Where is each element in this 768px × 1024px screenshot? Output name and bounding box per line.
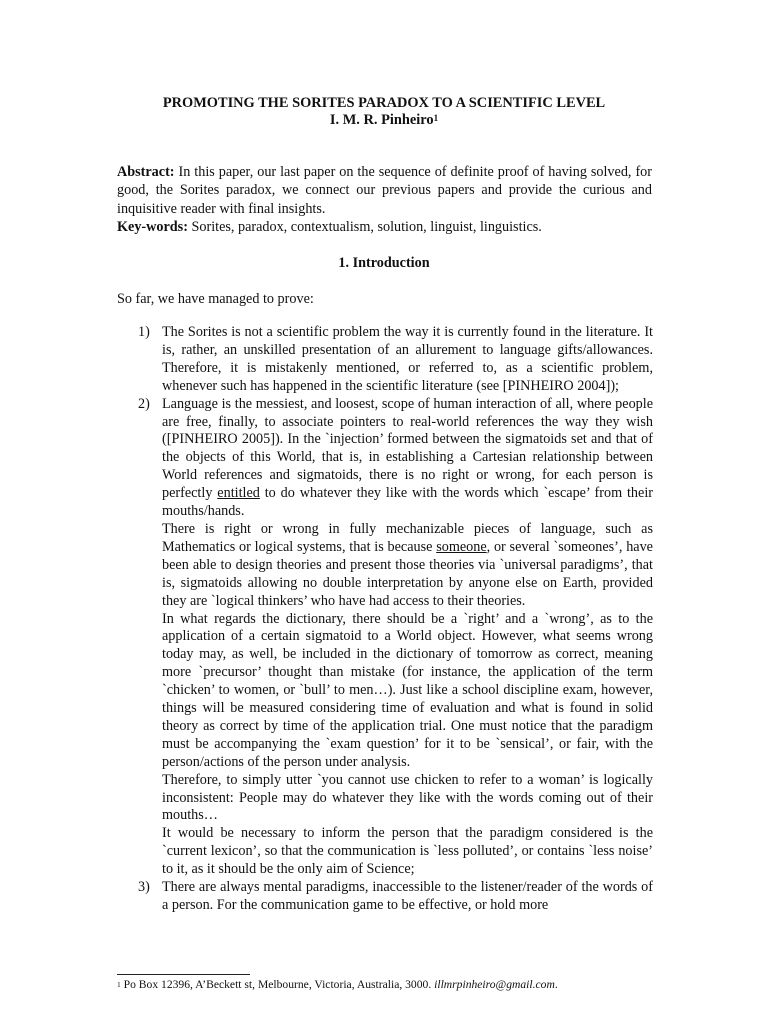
section-heading-introduction: 1. Introduction (338, 255, 430, 271)
numbered-list (0, 324, 768, 915)
list-item (0, 396, 768, 879)
list-item-number: 3) (138, 879, 150, 896)
paragraph-text: to do whatever they like with the words which `escape’ from their mouths/hands. (162, 485, 653, 520)
author-line (0, 111, 768, 129)
keywords-label: Key-words: (117, 219, 188, 235)
list-item-number: 2) (138, 395, 150, 412)
keywords (117, 218, 652, 236)
footnote (117, 978, 677, 992)
abstract (117, 163, 652, 218)
keywords-text: Sorites, paradox, contextualism, solution, linguist, linguistics. (187, 219, 542, 235)
list-item-text: There are always mental paradigms, inaccessible to the listener/reader of the words of a person. For the communication game to be effective, or hold more (162, 879, 653, 913)
list-item (0, 324, 768, 396)
underlined-word: someone (436, 538, 487, 555)
intro-sentence: So far, we have managed to prove: (117, 291, 314, 307)
list-item-paragraph: In what regards the dictionary, there should be a `right’ and a `wrong’, as to the application of a certain sigmatoid to a World object. However, what seems wrong today may, as well, be included in the dictionary of tomorrow as correct, meaning more `precursor’ thought than mistake (for instance, the application of the term `chicken’ to women, or `bull’ to men…). Just like a school discipline exam, however, things will be measured considering time of evaluation and what is found in solid theory as correct by time of the application trial. One must notice that the paradigm must be accompanying the `exam question’ for it to be `sensical’, or fair, with the person/actions of the person under analysis. (162, 610, 653, 770)
footnote-divider (117, 974, 250, 975)
list-item-paragraph (162, 521, 653, 611)
abstract-label: Abstract: (117, 164, 175, 180)
list-item (0, 879, 768, 915)
paragraph-text: There is right or wrong in fully mechanizable pieces of language, such as Mathematics or logical systems, that is because (162, 520, 653, 555)
footnote-text: Po Box 12396, A’Beckett st, Melbourne, Victoria, Australia, 3000. (120, 978, 435, 991)
paper-title: PROMOTING THE SORITES PARADOX TO A SCIENTIFIC LEVEL (162, 95, 606, 111)
footnote-trail: . (554, 978, 558, 991)
list-item-number: 1) (138, 324, 150, 340)
list-item-paragraph: Therefore, to simply utter `you cannot use chicken to refer to a woman’ is logically inconsistent: People may do whatever they like with the words coming out of their mouths… (162, 771, 653, 824)
paragraph-text: , or several `someones’, have been able to design theories and present those theories via `universal paradigms’, that is, sigmatoids allowing no double interpretation by anyone else on Earth, provided they are `logical thinkers’ who have had access to their theories. (162, 538, 653, 609)
abstract-text: In this paper, our last paper on the sequence of definite proof of having solved, for good, the Sorites paradox, we connect our previous papers and provide the curious and inquisitive reader with final insights. (117, 164, 652, 217)
footnote-email: illmrpinheiro@gmail.com (434, 978, 555, 991)
author-footnote-mark: 1 (433, 113, 439, 123)
list-item-paragraph (162, 396, 653, 521)
list-item-paragraph: It would be necessary to inform the person that the paradigm considered is the `current lexicon’, so that the communication is `less polluted’, or contains `less noise’ to it, as it should be the only aim of Science; (162, 825, 653, 878)
footnote-mark: 1 (117, 980, 121, 989)
underlined-word: entitled (217, 485, 260, 502)
list-item-text: The Sorites is not a scientific problem the way it is currently found in the literature. It is, rather, an unskilled presentation of an allurement to language gifts/allowances. Therefore, it is mistakenly mentioned, or referred to, as a scientific problem, whenever such has happened in the scientific literature (see [PINHEIRO 2004]); (162, 324, 653, 394)
paragraph-text: Language is the messiest, and loosest, scope of human interaction of all, where people are free, finally, to associate pointers to real-world references the way they wish ([PINHEIRO 2005]). In the `injection’ formed between the sigmatoids set and that of the objects of this World, that is, in establishing a Cartesian relationship between World references and sigmatoids, there is no right or wrong, for each person is perfectly (162, 395, 653, 502)
author-name: I. M. R. Pinheiro (329, 112, 434, 128)
